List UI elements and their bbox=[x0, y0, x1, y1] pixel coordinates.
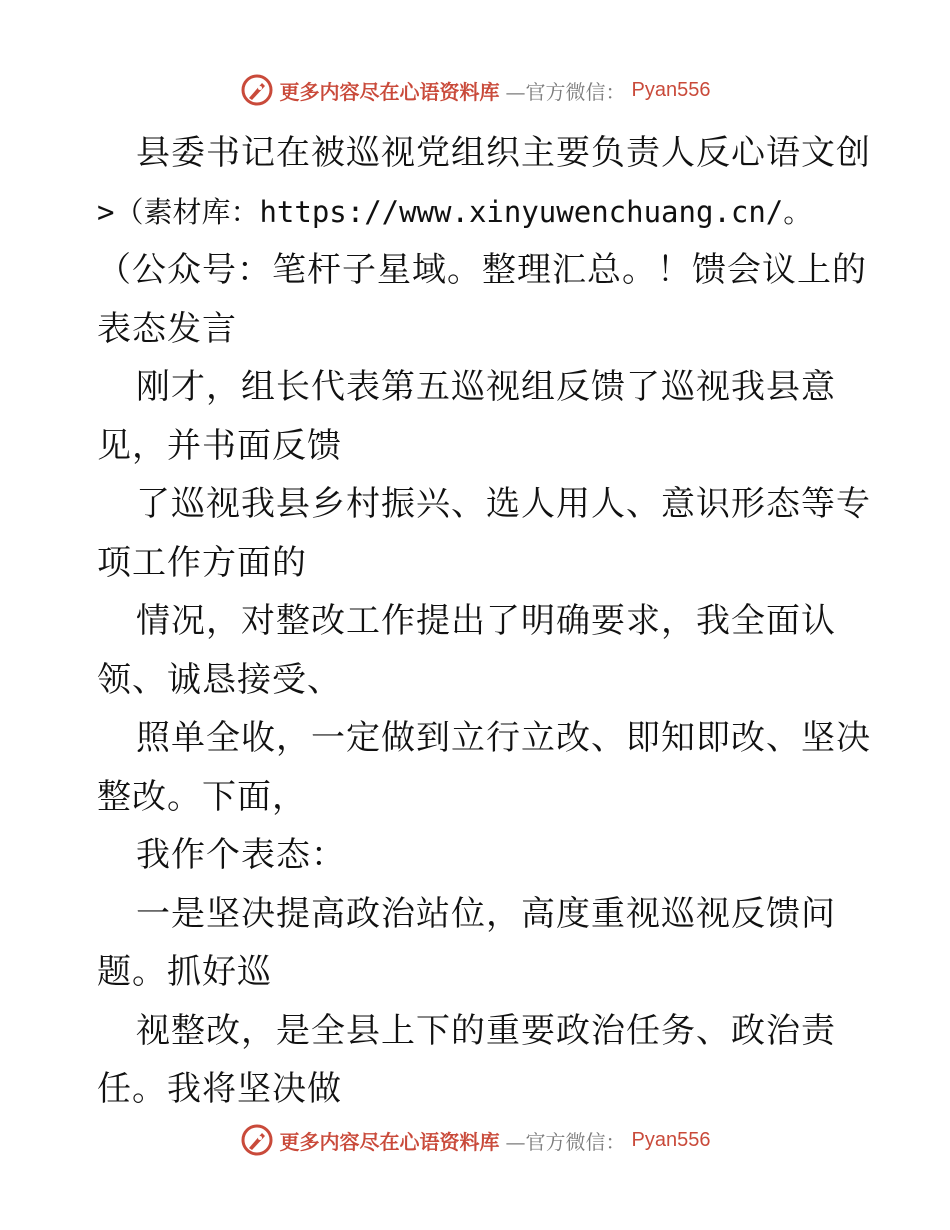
title-line-3: （公众号：笔杆子星域。整理汇总。！馈会议上的 bbox=[97, 250, 867, 290]
paragraph-line: 任。我将坚决做 bbox=[97, 1069, 342, 1109]
paragraph-line: 了巡视我县乡村振兴、选人用人、意识形态等专 bbox=[136, 484, 871, 524]
paragraph-line: 情况，对整改工作提出了明确要求，我全面认 bbox=[136, 601, 836, 641]
paragraph-line: 见，并书面反馈 bbox=[97, 425, 342, 466]
title-line-2-url: >（素材库：https://www.xinyuwenchuang.cn/。 bbox=[97, 194, 813, 229]
paragraph-line: 照单全收，一定做到立行立改、即知即改、坚决 bbox=[136, 718, 871, 758]
banner-separator-text: —官方微信： bbox=[505, 1129, 626, 1154]
pen-nib-logo-icon bbox=[240, 1123, 274, 1157]
banner-wechat-id: Pyan556 bbox=[631, 1128, 711, 1151]
paragraph-line: 我作个表态： bbox=[136, 835, 346, 875]
pen-nib-logo-icon bbox=[240, 73, 274, 107]
paragraph-line: 项工作方面的 bbox=[97, 542, 307, 583]
document-body bbox=[97, 124, 871, 1119]
banner-brand-text: 更多内容尽在心语资料库 bbox=[279, 79, 500, 104]
banner-wechat-id: Pyan556 bbox=[631, 78, 711, 101]
paragraph-line: 题。抓好巡 bbox=[97, 952, 272, 992]
paragraph-line: 视整改，是全县上下的重要政治任务、政治责 bbox=[136, 1010, 836, 1051]
paragraph-line: 领、诚恳接受、 bbox=[97, 659, 342, 700]
footer-watermark-banner bbox=[0, 1120, 950, 1160]
paragraph-line: 刚才，组长代表第五巡视组反馈了巡视我县意 bbox=[136, 367, 836, 407]
banner-brand-text: 更多内容尽在心语资料库 bbox=[279, 1129, 500, 1154]
paragraph-line: 一是坚决提高政治站位，高度重视巡视反馈问 bbox=[136, 893, 836, 934]
banner-separator-text: —官方微信： bbox=[505, 79, 626, 104]
header-watermark-banner bbox=[0, 70, 950, 110]
paragraph-line: 整改。下面， bbox=[97, 776, 307, 817]
title-line-4: 表态发言 bbox=[97, 308, 237, 349]
title-line-1: 县委书记在被巡视党组织主要负责人反心语文创 bbox=[136, 133, 871, 173]
